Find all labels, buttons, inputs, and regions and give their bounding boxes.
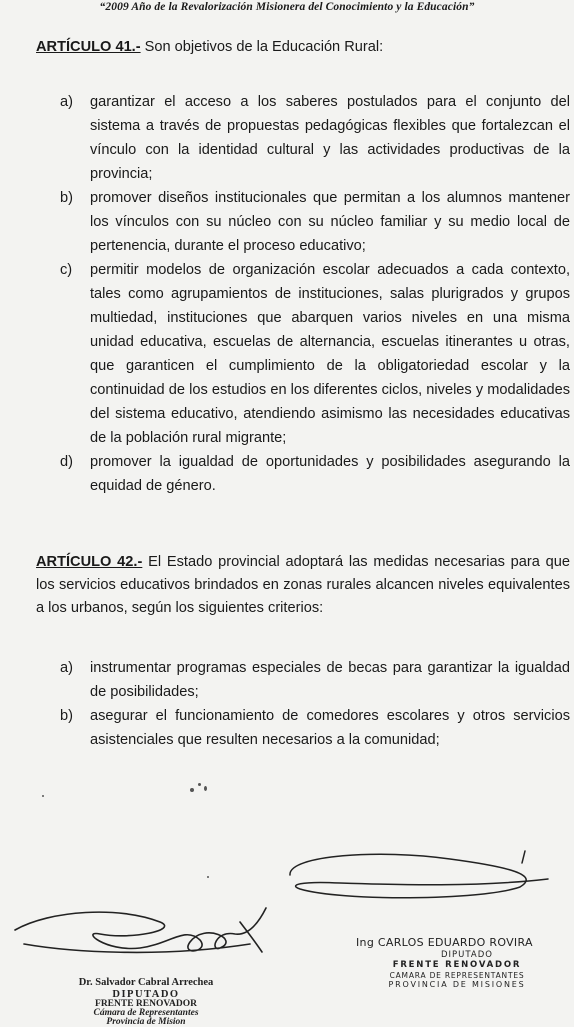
article-41-intro (36, 36, 570, 59)
article-41-list (60, 90, 570, 498)
item-text: permitir modelos de organización escolar adecuados a cada contexto, tales como agrupamientos de instituciones, salas plurigrados y grupos multiedad, instituciones que abarquen varios niveles en una misma unidad educativa, escuelas de alternancia, escuelas itinerantes u otras, que garanticen el cumplimiento de la obligatoriedad escolar y la continuidad de los estudios en los diferentes ciclos, niveles y modalidades del sistema educativo, atendiendo asimismo las necesidades educativas de la población rural migrante; (90, 262, 570, 446)
article-41-heading: ARTÍCULO 41.- (36, 39, 141, 55)
scan-speck (198, 783, 201, 786)
signatory-name: Ing CARLOS EDUARDO ROVIRA (356, 936, 533, 949)
signatory-party: FRENTE RENOVADOR (392, 960, 522, 970)
signature-right-scribble (280, 845, 570, 915)
signatory-province: Provincia de Mision (106, 1017, 186, 1027)
list-item (60, 186, 570, 258)
signature-block-left (0, 900, 260, 1027)
article-42-intro (36, 551, 570, 620)
list-item (60, 258, 570, 450)
item-letter: b) (60, 190, 73, 206)
item-letter: a) (60, 660, 73, 676)
scan-speck (42, 795, 44, 797)
item-text: asegurar el funcionamiento de comedores escolares y otros servicios asistenciales que resulten necesarios a la comunidad; (90, 708, 570, 748)
list-item (60, 704, 570, 752)
article-42-intro-text: El Estado provincial adoptará las medidas necesarias para que los servicios educativos brindados en zonas rurales alcancen niveles equivalentes a los urbanos, según los siguientes criterios: (36, 554, 570, 616)
item-letter: b) (60, 708, 73, 724)
list-item (60, 90, 570, 186)
signatory-chamber: Cámara de Representantes (93, 1008, 199, 1018)
page-header-motto: “2009 Año de la Revalorización Misionera del Conocimiento y la Educación” (99, 1, 475, 13)
signatory-party: FRENTE RENOVADOR (95, 999, 197, 1009)
article-42 (36, 551, 570, 620)
item-text: promover la igualdad de oportunidades y posibilidades asegurando la equidad de género. (90, 454, 570, 494)
signature-block-right (300, 930, 574, 1000)
item-letter: d) (60, 454, 73, 470)
list-item (60, 450, 570, 498)
article-42-heading: ARTÍCULO 42.- (36, 554, 143, 570)
item-letter: a) (60, 94, 73, 110)
signatory-name: Dr. Salvador Cabral Arrechea (78, 977, 214, 988)
signatory-role: DIPUTADO (441, 950, 493, 960)
item-letter: c) (60, 262, 73, 278)
signatory-role: DIPUTADO (112, 989, 180, 1000)
article-41 (36, 36, 570, 59)
item-text: promover diseños institucionales que permitan a los alumnos mantener los vínculos con su núcleo con su núcleo familiar y su medio local de pertenencia, durante el proceso educativo; (90, 190, 570, 254)
scan-speck (190, 788, 194, 792)
item-text: instrumentar programas especiales de becas para garantizar la igualdad de posibilidades; (90, 660, 570, 700)
article-41-intro-text: Son objetivos de la Educación Rural: (140, 39, 384, 55)
scan-speck (207, 876, 209, 878)
signatory-province: PROVINCIA DE MISIONES (388, 980, 526, 989)
item-text: garantizar el acceso a los saberes postulados para el conjunto del sistema a través de propuestas pedagógicas flexibles que fortalezcan el vínculo con la identidad cultural y las actividades productivas de la provincia; (90, 94, 570, 182)
scan-speck (204, 786, 207, 791)
list-item (60, 656, 570, 704)
article-42-list (60, 656, 570, 752)
signatory-chamber: CAMARA DE REPRESENTANTES (389, 971, 525, 980)
